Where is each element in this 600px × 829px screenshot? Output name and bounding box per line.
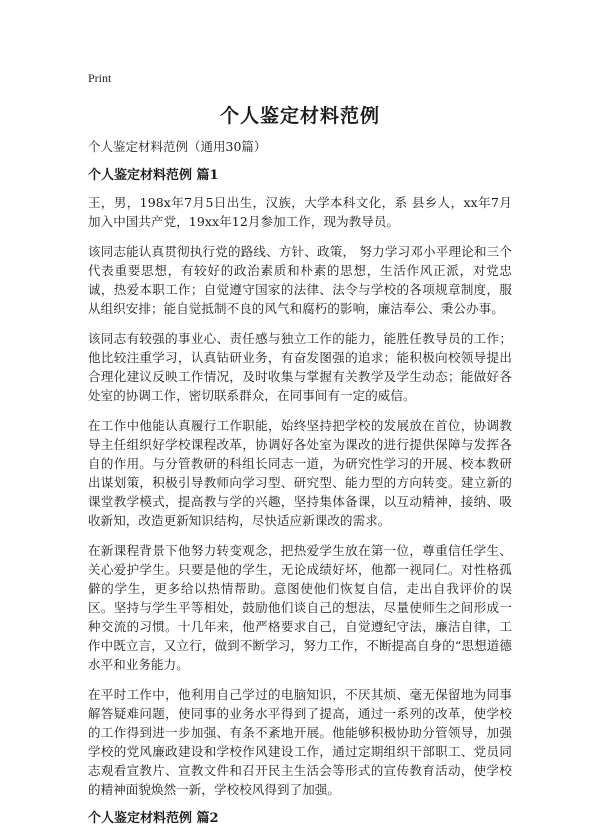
paragraph: 该同志能认真贯彻执行党的路线、方针、政策， 努力学习邓小平理论和三个代表重要思想，有较好的政治素质和朴素的思想，生活作风正派，对党忠诚，热爱本职工作；自觉遵守国家的法律、法令与学校的各项规章制度，服从组织安排；能自觉抵制不良的风气和腐朽的影响，廉洁奉公、秉公办事。 [88, 244, 512, 316]
section-heading-2: 个人鉴定材料范例 篇2 [88, 811, 219, 826]
paragraph: 在平时工作中，他利用自己学过的电脑知识，不厌其烦、毫无保留地为同事解答疑难问题，使同事的业务水平得到了提高，通过一系列的改革，使学校的工作得到进一步加强、有条不紊地开展。他能够积极协助分管领导，加强学校的党风廉政建设和学校作风建设工作，通过定期组织干部职工、党员同志观看宣教片、宣教文件和召开民主生活会等形式的宣传教育活动，使学校的精神面貌焕然一新，学校校风得到了加强。 [88, 687, 512, 797]
document-subtitle: 个人鉴定材料范例（通用30篇） [88, 139, 267, 154]
paragraph: 该同志有较强的事业心、责任感与独立工作的能力，能胜任教导员的工作；他比较注重学习，认真钻研业务，有奋发图强的追求；能积极向校领导提出合理化建议反映工作情况，及时收集与掌握有关教学及学生动态；能做好各处室的协调工作，密切联系群众，在同事间有一定的威信。 [88, 331, 512, 403]
print-link[interactable]: Print [88, 71, 112, 85]
document-page [88, 70, 512, 829]
document-title: 个人鉴定材料范例 [219, 105, 380, 127]
paragraph: 在工作中他能认真履行工作职能，始终坚持把学校的发展放在首位，协调教导主任组织好学校课程改革，协调好各处室为课改的进行提供保障与发挥各自的作用。与分管教研的科组长同志一道，为研究性学习的开展、校本教研出谋划策，积极引导教师向学习型、研究型、能力型的方向转变。建立新的课堂教学模式，提高教与学的兴趣，坚持集体备课，以互动精神，接纳、吸收新知，改造更新知识结构，尽快适应新课改的需求。 [88, 418, 512, 528]
paragraph: 王，男，198x年7月5日出生，汉族，大学本科文化，系 县乡人，xx年7月加入中国共产党，19xx年12月参加工作，现为教导员。 [88, 195, 512, 229]
section-heading-1: 个人鉴定材料范例 篇1 [88, 168, 219, 183]
paragraph: 在新课程背景下他努力转变观念，把热爱学生放在第一位，尊重信任学生、关心爱护学生。只要是他的学生，无论成绩好坏，他都一视同仁。对性格孤僻的学生，更多给以热情帮助。意图使他们恢复自信，走出自我评价的误区。坚持与学生平等相处，鼓励他们谈自己的想法，尽量使师生之间形成一种交流的习惯。十几年来，他严格要求自己，自觉遵纪守法，廉洁自律，工作中既立言，又立行，做到不断学习，努力工作，不断提高自身的“思想道德水平和业务能力。 [88, 543, 512, 672]
